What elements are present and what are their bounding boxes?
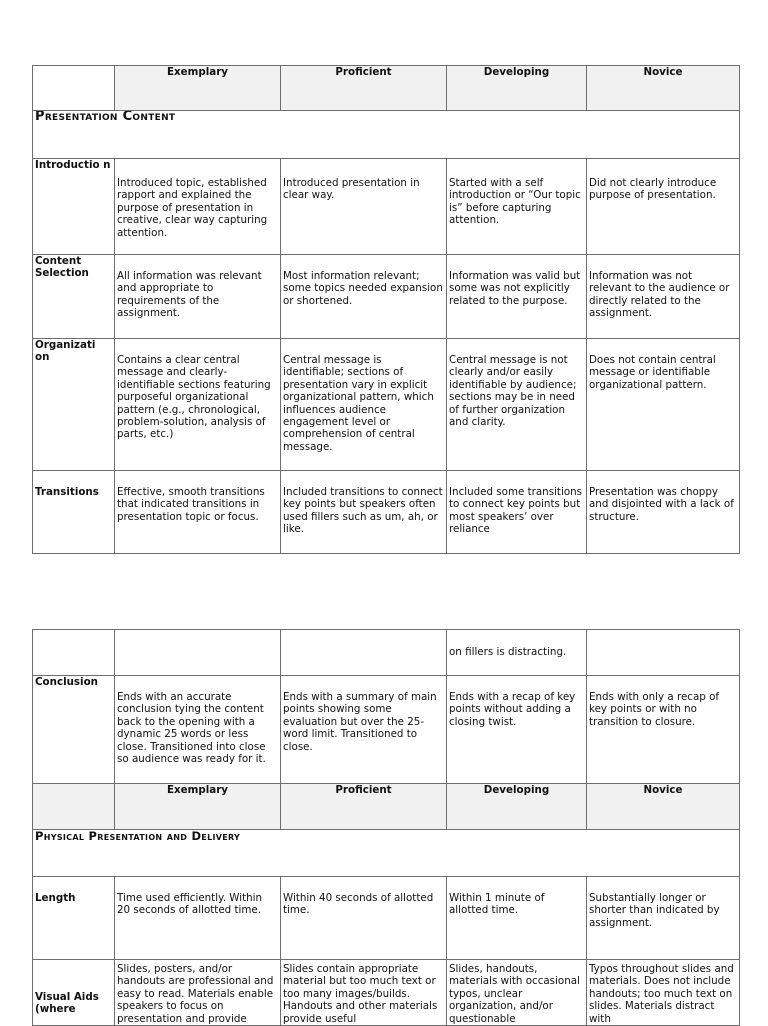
- cell-novice: Typos throughout slides and materials. Does not include handouts; too much text on slides. Materials distract with: [587, 960, 740, 1026]
- section-row: [33, 830, 740, 877]
- row-label: Content Selection: [33, 255, 115, 339]
- cell-proficient: Most information relevant; some topics needed expansion or shortened.: [281, 255, 447, 339]
- header-developing: Developing: [447, 784, 587, 830]
- header-corner: [33, 66, 115, 111]
- header-row: [33, 66, 740, 111]
- header-corner: [33, 784, 115, 830]
- continued-blank: [281, 630, 447, 676]
- cell-exemplary: Introduced topic, established rapport and explained the purpose of presentation in creative, clear way capturing attention.: [115, 159, 281, 255]
- table-row: [33, 471, 740, 554]
- header-novice: Novice: [587, 784, 740, 830]
- cell-developing: Included some transitions to connect key points but most speakers’ over reliance: [447, 471, 587, 554]
- cell-novice: Does not contain central message or identifiable organizational pattern.: [587, 339, 740, 471]
- header-developing: Developing: [447, 66, 587, 111]
- continued-blank: [33, 630, 115, 676]
- cell-novice: Information was not relevant to the audience or directly related to the assignment.: [587, 255, 740, 339]
- cell-developing: Started with a self introduction or “Our topic is” before capturing attention.: [447, 159, 587, 255]
- continued-blank: [587, 630, 740, 676]
- cell-developing: Ends with a recap of key points without adding a closing twist.: [447, 676, 587, 784]
- cell-proficient: Central message is identifiable; sections of presentation vary in explicit organizational pattern, which influences audience engagement level or comprehension of central message.: [281, 339, 447, 471]
- cell-developing: Central message is not clearly and/or easily identifiable by audience; sections may be in need of further organization and clarity.: [447, 339, 587, 471]
- header-exemplary: Exemplary: [115, 784, 281, 830]
- continued-blank: [115, 630, 281, 676]
- continued-row: [33, 630, 740, 676]
- table-row: [33, 339, 740, 471]
- row-label: Length: [33, 877, 115, 960]
- cell-exemplary: Time used efficiently. Within 20 seconds of allotted time.: [115, 877, 281, 960]
- cell-proficient: Ends with a summary of main points showing some evaluation but over the 25-word limit. Transitioned to close.: [281, 676, 447, 784]
- cell-novice: Presentation was choppy and disjointed with a lack of structure.: [587, 471, 740, 554]
- header-novice: Novice: [587, 66, 740, 111]
- table-row: [33, 960, 740, 1026]
- row-label: Conclusion: [33, 676, 115, 784]
- cell-proficient: Within 40 seconds of allotted time.: [281, 877, 447, 960]
- cell-proficient: Slides contain appropriate material but too much text or too many images/builds. Handouts and other materials provide useful: [281, 960, 447, 1026]
- header-proficient: Proficient: [281, 784, 447, 830]
- table-row: [33, 159, 740, 255]
- row-label: Organizati on: [33, 339, 115, 471]
- cell-proficient: Included transitions to connect key points but speakers often used fillers such as um, ah, or like.: [281, 471, 447, 554]
- rubric-table-1: [32, 65, 740, 554]
- cell-proficient: Introduced presentation in clear way.: [281, 159, 447, 255]
- cell-exemplary: Slides, posters, and/or handouts are professional and easy to read. Materials enable speakers to focus on presentation and provide: [115, 960, 281, 1026]
- section-title: Physical Presentation and Delivery: [33, 830, 740, 877]
- cell-exemplary: Ends with an accurate conclusion tying the content back to the opening with a dynamic 25 words or less close. Transitioned into close so audience was ready for it.: [115, 676, 281, 784]
- cell-exemplary: Effective, smooth transitions that indicated transitions in presentation topic or focus.: [115, 471, 281, 554]
- table-row: [33, 676, 740, 784]
- cell-exemplary: All information was relevant and appropriate to requirements of the assignment.: [115, 255, 281, 339]
- section-row: [33, 111, 740, 159]
- row-label: Introductio n: [33, 159, 115, 255]
- table-row: [33, 877, 740, 960]
- header-row: [33, 784, 740, 830]
- cell-novice: Ends with only a recap of key points or with no transition to closure.: [587, 676, 740, 784]
- cell-novice: Substantially longer or shorter than indicated by assignment.: [587, 877, 740, 960]
- row-label: Visual Aids (where: [33, 960, 115, 1026]
- cell-developing: Slides, handouts, materials with occasional typos, unclear organization, and/or questionable: [447, 960, 587, 1026]
- rubric-table-2: [32, 629, 740, 1026]
- cell-developing: Information was valid but some was not explicitly related to the purpose.: [447, 255, 587, 339]
- table-row: [33, 255, 740, 339]
- cell-developing-continued: on fillers is distracting.: [447, 630, 587, 676]
- header-proficient: Proficient: [281, 66, 447, 111]
- cell-developing: Within 1 minute of allotted time.: [447, 877, 587, 960]
- section-title: Presentation Content: [33, 111, 740, 159]
- header-exemplary: Exemplary: [115, 66, 281, 111]
- row-label: Transitions: [33, 471, 115, 554]
- cell-novice: Did not clearly introduce purpose of presentation.: [587, 159, 740, 255]
- cell-exemplary: Contains a clear central message and clearly-identifiable sections featuring purposeful organizational pattern (e.g., chronological, problem-solution, analysis of parts, etc.): [115, 339, 281, 471]
